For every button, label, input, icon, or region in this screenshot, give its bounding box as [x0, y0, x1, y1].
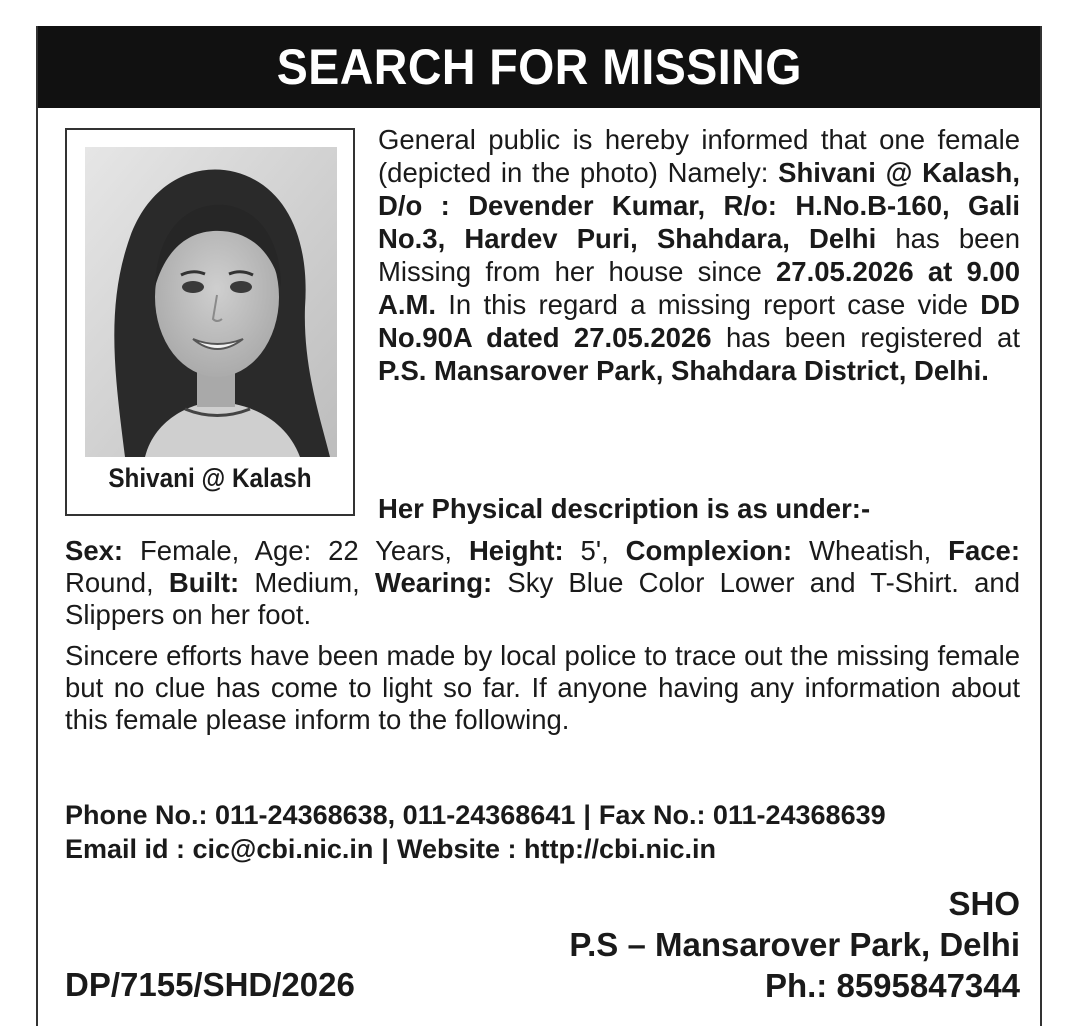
intro-text-1: General public is hereby informed that one female (depicted in the photo) Namely:	[378, 124, 1020, 188]
intro-text-4: has been registered at	[711, 322, 1020, 353]
email-link[interactable]: Email id : cic@cbi.nic.in	[65, 834, 374, 864]
missing-person-photo	[85, 147, 337, 457]
sex-age-value: Female, Age: 22 Years,	[123, 535, 469, 566]
sex-label: Sex:	[65, 535, 124, 566]
intro-text-2: has been Missing from her house since	[378, 223, 1020, 287]
portrait-illustration	[85, 147, 337, 457]
signatory-phone[interactable]: Ph.: 8595847344	[764, 967, 1020, 1004]
complexion-label: Complexion:	[625, 535, 793, 566]
reference-number: DP/7155/SHD/2026	[65, 966, 355, 1003]
signatory-station: P.S – Mansarover Park, Delhi	[569, 926, 1020, 963]
fax-number: Fax No.: 011-24368639	[598, 800, 886, 830]
contact-block	[65, 798, 1020, 866]
website-link[interactable]: Website : http://cbi.nic.in	[396, 834, 716, 864]
header-bar	[38, 26, 1040, 108]
photo-caption: Shivani @ Kalash	[108, 463, 312, 493]
built-label: Built:	[168, 567, 240, 598]
missing-person-notice	[36, 26, 1042, 1026]
height-label: Height:	[468, 535, 564, 566]
height-value: 5',	[563, 535, 626, 566]
photo-frame	[65, 128, 355, 516]
notice-title: SEARCH FOR MISSING	[276, 39, 802, 95]
missing-since: 27.05.2026 at 9.00 A.M.	[378, 256, 1020, 320]
person-identity: Shivani @ Kalash, D/o : Devender Kumar, R/o: H.No.B-160, Gali No.3, Hardev Puri, Shahdara, Delhi	[378, 157, 1020, 254]
wearing-label: Wearing:	[375, 567, 493, 598]
contact-line-email	[65, 832, 1020, 866]
dd-report-number: DD No.90A dated 27.05.2026	[378, 289, 1020, 353]
phone-numbers[interactable]: Phone No.: 011-24368638, 011-24368641	[65, 800, 576, 830]
efforts-paragraph: Sincere efforts have been made by local police to trace out the missing female but no clue has come to light so far. If anyone having any information about this female please inform to the following.	[65, 640, 1020, 735]
contact-line-phone	[65, 798, 1020, 832]
police-station: P.S. Mansarover Park, Shahdara District, Delhi.	[378, 355, 989, 386]
physical-description	[65, 535, 1020, 631]
separator: |	[381, 834, 389, 864]
intro-text-3: In this regard a missing report case vide	[436, 289, 981, 320]
intro-paragraph	[378, 123, 1020, 387]
separator: |	[583, 800, 591, 830]
complexion-value: Wheatish,	[792, 535, 949, 566]
wearing-value: Sky Blue Color Lower and T-Shirt. and Slippers on her foot.	[65, 567, 1020, 630]
built-value: Medium,	[239, 567, 376, 598]
signatory-title: SHO	[948, 885, 1020, 922]
physical-description-heading: Her Physical description is as under:-	[378, 493, 871, 524]
signature-block	[569, 883, 1020, 1006]
face-label: Face:	[948, 535, 1021, 566]
face-value: Round,	[65, 567, 169, 598]
